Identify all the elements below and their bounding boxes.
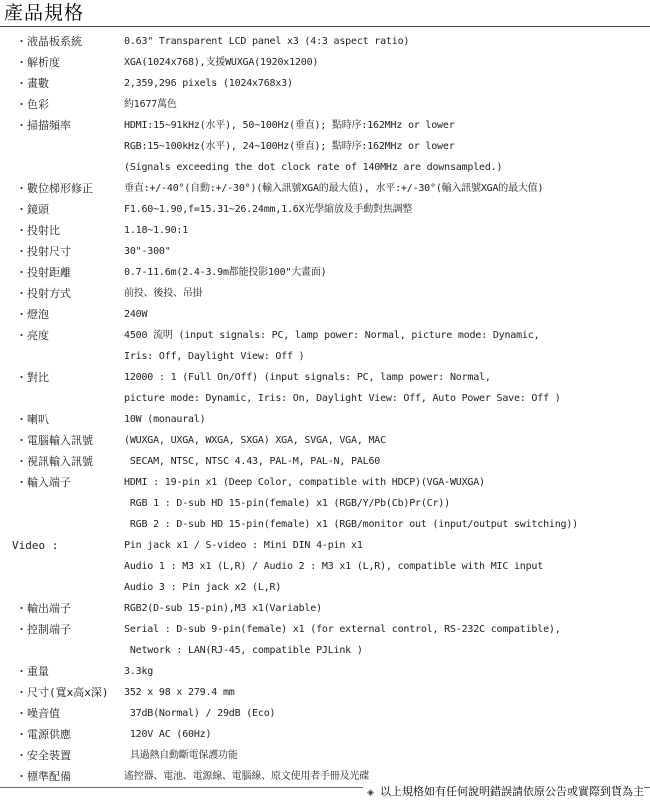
spec-row (0, 619, 650, 661)
spec-label (0, 220, 124, 241)
spec-value: 約1677萬色 (124, 99, 177, 110)
bullet-icon: ・ (16, 56, 27, 69)
spec-row (0, 535, 650, 598)
page-title: 產品規格 (4, 2, 85, 24)
spec-value: Audio 1 : M3 x1 (L,R) / Audio 2 : M3 x1 (L,R), compatible with MIC input (124, 561, 544, 572)
spec-label (0, 283, 124, 304)
bullet-icon: ・ (16, 308, 27, 321)
spec-values (124, 598, 650, 619)
spec-label (0, 94, 124, 115)
spec-row (0, 724, 650, 745)
spec-value: 120V AC (60Hz) (124, 729, 212, 740)
spec-row (0, 745, 650, 766)
spec-label (0, 661, 124, 682)
bullet-icon: ・ (16, 98, 27, 111)
spec-label-text: 對比 (27, 371, 49, 384)
spec-row (0, 661, 650, 682)
bullet-icon: ・ (16, 329, 27, 342)
spec-label-text: 燈泡 (27, 308, 49, 321)
spec-label (0, 535, 124, 598)
spec-label-text: 色彩 (27, 98, 49, 111)
spec-label (0, 73, 124, 94)
spec-label-text: 噪音值 (27, 707, 60, 720)
spec-row (0, 220, 650, 241)
spec-value: Serial : D-sub 9-pin(female) x1 (for external control, RS-232C compatible), (124, 624, 561, 635)
spec-value: 0.7-11.6m(2.4-3.9m都能投影100"大畫面) (124, 267, 327, 278)
spec-value: HDMI : 19-pin x1 (Deep Color, compatible with HDCP)(VGA-WUXGA) (124, 477, 485, 488)
spec-value: 4500 流明 (input signals: PC, lamp power: Normal, picture mode: Dynamic, (124, 330, 540, 341)
spec-row (0, 367, 650, 409)
spec-value: (Signals exceeding the dot clock rate of 140MHz are downsampled.) (124, 162, 503, 173)
footnote-text: 以上規格如有任何說明錯誤請依原公告或實際到貨為主 (380, 785, 644, 798)
spec-value: 352 x 98 x 279.4 mm (124, 687, 235, 698)
spec-row (0, 73, 650, 94)
bullet-icon: ・ (16, 203, 27, 216)
spec-label-text: 控制端子 (27, 623, 71, 636)
spec-row (0, 430, 650, 451)
spec-row (0, 472, 650, 535)
spec-values (124, 283, 650, 304)
spec-value: RGB2(D-sub 15-pin),M3 x1(Variable) (124, 603, 322, 614)
bullet-icon: ・ (16, 371, 27, 384)
bullet-icon: ・ (16, 686, 27, 699)
spec-label (0, 241, 124, 262)
spec-values (124, 619, 650, 661)
spec-value: XGA(1024x768),支援WUXGA(1920x1200) (124, 57, 319, 68)
spec-row (0, 178, 650, 199)
spec-label (0, 430, 124, 451)
spec-label-text: 輸出端子 (27, 602, 71, 615)
bullet-icon: ・ (16, 224, 27, 237)
bullet-icon: ・ (16, 602, 27, 615)
bullet-icon: ・ (16, 434, 27, 447)
spec-label (0, 409, 124, 430)
spec-label-text: 液晶板系統 (27, 35, 82, 48)
spec-value: 具過熱自動斷電保護功能 (124, 750, 238, 761)
bullet-icon: ・ (16, 182, 27, 195)
spec-label-text: 安全裝置 (27, 749, 71, 762)
spec-value: 1.18~1.90:1 (124, 225, 189, 236)
spec-values (124, 304, 650, 325)
spec-label-text: Video : (12, 539, 59, 552)
spec-label-text: 掃描頻率 (27, 119, 71, 132)
bullet-icon: ・ (16, 35, 27, 48)
spec-value: 前投、後投、吊掛 (124, 288, 203, 299)
spec-values (124, 73, 650, 94)
spec-label-text: 電源供應 (27, 728, 71, 741)
spec-label (0, 262, 124, 283)
spec-value: 10W (monaural) (124, 414, 206, 425)
spec-value: (WUXGA, UXGA, WXGA, SXGA) XGA, SVGA, VGA, MAC (124, 435, 386, 446)
spec-values (124, 94, 650, 115)
spec-label-text: 解析度 (27, 56, 60, 69)
spec-label-text: 數位梯形修正 (27, 182, 93, 195)
spec-label-text: 投射距離 (27, 266, 71, 279)
spec-values (124, 409, 650, 430)
spec-label (0, 703, 124, 724)
spec-label-text: 投射比 (27, 224, 60, 237)
spec-values (124, 262, 650, 283)
spec-label-text: 視訊輸入訊號 (27, 455, 93, 468)
spec-values (124, 325, 650, 367)
spec-label (0, 52, 124, 73)
spec-label (0, 31, 124, 52)
spec-label (0, 325, 124, 367)
spec-row (0, 304, 650, 325)
spec-value: RGB 2 : D-sub HD 15-pin(female) x1 (RGB/monitor out (input/output switching)) (124, 519, 578, 530)
spec-row (0, 241, 650, 262)
bullet-icon: ・ (16, 476, 27, 489)
spec-values (124, 199, 650, 220)
spec-value: Network : LAN(RJ-45, compatible PJLink ) (124, 645, 363, 656)
spec-label (0, 178, 124, 199)
spec-values (124, 682, 650, 703)
spec-row (0, 199, 650, 220)
spec-values (124, 31, 650, 52)
bullet-icon: ・ (16, 707, 27, 720)
spec-row (0, 409, 650, 430)
spec-label-text: 輸入端子 (27, 476, 71, 489)
spec-values (124, 430, 650, 451)
spec-label (0, 199, 124, 220)
bullet-icon: ・ (16, 287, 27, 300)
spec-values (124, 745, 650, 766)
spec-label (0, 367, 124, 409)
bullet-icon: ・ (16, 623, 27, 636)
spec-row (0, 94, 650, 115)
diamond-bullet-icon: ◈ (367, 788, 374, 798)
spec-value: 0.63" Transparent LCD panel x3 (4:3 aspect ratio) (124, 36, 410, 47)
spec-values (124, 472, 650, 535)
spec-value: 3.3kg (124, 666, 154, 677)
spec-row (0, 325, 650, 367)
spec-row (0, 52, 650, 73)
spec-value: picture mode: Dynamic, Iris: On, Daylight View: Off, Auto Power Save: Off ) (124, 393, 561, 404)
spec-label-text: 投射方式 (27, 287, 71, 300)
title-divider (0, 26, 650, 27)
spec-label (0, 766, 124, 787)
bullet-icon: ・ (16, 665, 27, 678)
footnote (363, 784, 644, 801)
spec-label (0, 682, 124, 703)
bullet-icon: ・ (16, 413, 27, 426)
spec-value: RGB:15~100kHz(水平), 24~100Hz(垂直); 點時序:162MHz or lower (124, 141, 455, 152)
spec-value: SECAM, NTSC, NTSC 4.43, PAL-M, PAL-N, PAL60 (124, 456, 381, 467)
spec-values (124, 367, 650, 409)
spec-value: Pin jack x1 / S-video : Mini DIN 4-pin x1 (124, 540, 363, 551)
spec-label (0, 745, 124, 766)
bullet-icon: ・ (16, 266, 27, 279)
spec-label-text: 重量 (27, 665, 49, 678)
spec-row (0, 598, 650, 619)
spec-value: F1.60~1.90,f=15.31~26.24mm,1.6X光學縮放及手動對焦調整 (124, 204, 413, 215)
spec-label (0, 304, 124, 325)
spec-label-text: 鏡頭 (27, 203, 49, 216)
spec-label (0, 451, 124, 472)
spec-value: 2,359,296 pixels (1024x768x3) (124, 78, 293, 89)
spec-values (124, 178, 650, 199)
bullet-icon: ・ (16, 119, 27, 132)
spec-row (0, 451, 650, 472)
spec-label (0, 724, 124, 745)
spec-label (0, 619, 124, 661)
spec-label-text: 標準配備 (27, 770, 71, 783)
spec-row (0, 703, 650, 724)
spec-value: 遙控器、電池、電源線、電腦線、原文使用者手冊及光碟 (124, 771, 369, 782)
spec-values (124, 724, 650, 745)
bullet-icon: ・ (16, 245, 27, 258)
spec-value: Audio 3 : Pin jack x2 (L,R) (124, 582, 282, 593)
spec-values (124, 703, 650, 724)
bullet-icon: ・ (16, 770, 27, 783)
spec-row (0, 262, 650, 283)
bullet-icon: ・ (16, 749, 27, 762)
spec-values (124, 661, 650, 682)
spec-values (124, 52, 650, 73)
spec-row (0, 115, 650, 178)
spec-value: 37dB(Normal) / 29dB (Eco) (124, 708, 276, 719)
spec-label-text: 投射尺寸 (27, 245, 71, 258)
spec-list (0, 31, 650, 787)
spec-values (124, 241, 650, 262)
spec-value: 垂直:+/-40°(自動:+/-30°)(輸入訊號XGA的最大值), 水平:+/-30°(輸入訊號XGA的最大值) (124, 183, 544, 194)
spec-value: RGB 1 : D-sub HD 15-pin(female) x1 (RGB/Y/Pb(Cb)Pr(Cr)) (124, 498, 450, 509)
spec-values (124, 115, 650, 178)
spec-values (124, 535, 650, 598)
spec-label (0, 598, 124, 619)
spec-label-text: 喇叭 (27, 413, 49, 426)
spec-value: 30"-300" (124, 246, 171, 257)
spec-row (0, 31, 650, 52)
spec-label (0, 472, 124, 535)
spec-row (0, 682, 650, 703)
bullet-icon: ・ (16, 77, 27, 90)
spec-values (124, 451, 650, 472)
spec-value: 240W (124, 309, 148, 320)
spec-label-text: 電腦輸入訊號 (27, 434, 93, 447)
spec-values (124, 220, 650, 241)
spec-value: 12000 : 1 (Full On/Off) (input signals: PC, lamp power: Normal, (124, 372, 491, 383)
spec-row (0, 283, 650, 304)
spec-value: HDMI:15~91kHz(水平), 50~100Hz(垂直); 點時序:162MHz or lower (124, 120, 455, 131)
spec-label-text: 尺寸(寬x高x深) (27, 686, 109, 699)
spec-label-text: 亮度 (27, 329, 49, 342)
spec-value: Iris: Off, Daylight View: Off ) (124, 351, 305, 362)
bullet-icon: ・ (16, 455, 27, 468)
spec-label-text: 畫數 (27, 77, 49, 90)
bullet-icon: ・ (16, 728, 27, 741)
spec-label (0, 115, 124, 178)
